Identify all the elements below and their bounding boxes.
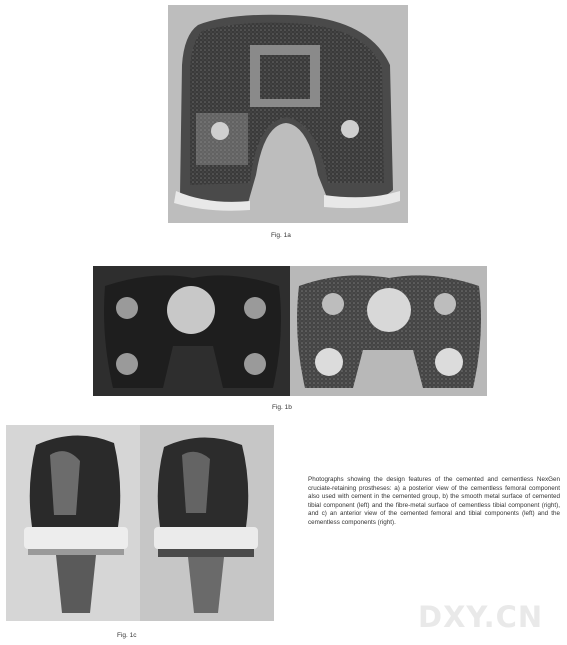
fig1c-caption: Fig. 1c bbox=[117, 632, 137, 639]
fig1c-photo bbox=[6, 425, 274, 621]
fig1b-caption: Fig. 1b bbox=[272, 404, 292, 411]
fig1a-caption: Fig. 1a bbox=[271, 232, 291, 239]
fig1b-photo bbox=[93, 266, 487, 396]
watermark: DXY.CN bbox=[418, 600, 544, 634]
fig1a-photo bbox=[168, 5, 408, 223]
figure-description: Photographs showing the design features of the cemented and cementless NexGen cruciate-retaining prostheses: a) a posterior view of the cementless femoral component also used with cement in the cemented group, b) the smooth metal surface of cemented tibial component (left) and the fibre-metal surface of cementless tibial component (right), and c) an anterior view of the cemented femoral and tibial components (left) and the cementless components (right). bbox=[308, 476, 560, 526]
